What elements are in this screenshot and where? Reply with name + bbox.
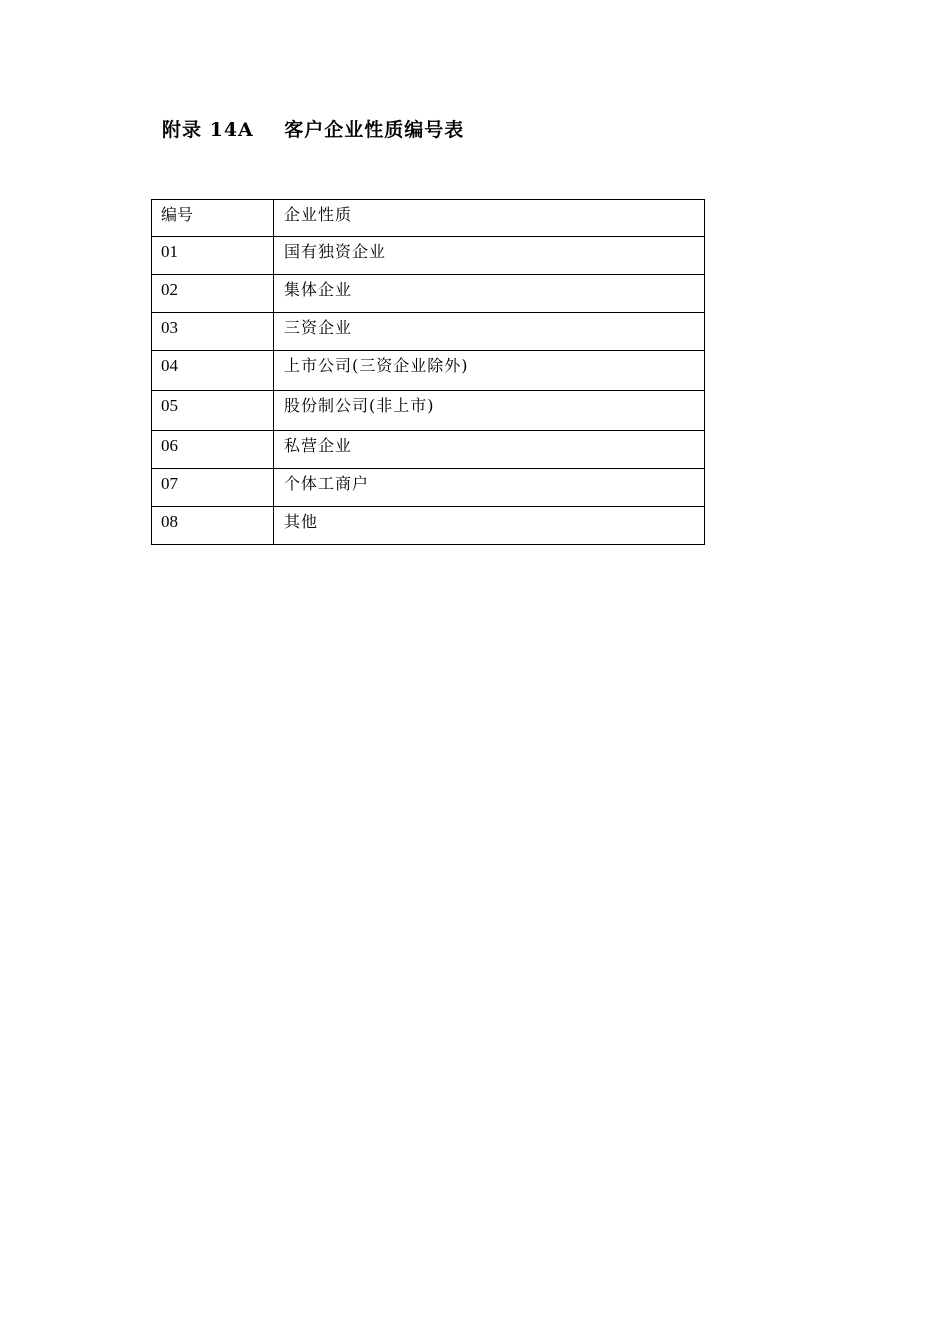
table-row xyxy=(152,431,705,469)
table-row xyxy=(152,351,705,391)
cell-code: 07 xyxy=(152,469,274,507)
page-title: 附录 14A 客户企业性质编号表 xyxy=(162,119,465,141)
table-row xyxy=(152,391,705,431)
cell-code: 04 xyxy=(152,351,274,391)
cell-nature: 上市公司(三资企业除外) xyxy=(274,351,705,391)
cell-nature: 三资企业 xyxy=(274,313,705,351)
table-row xyxy=(152,275,705,313)
cell-code: 02 xyxy=(152,275,274,313)
cell-nature: 其他 xyxy=(274,507,705,545)
table-row xyxy=(152,507,705,545)
table-row xyxy=(152,313,705,351)
cell-code: 05 xyxy=(152,391,274,431)
header-nature: 企业性质 xyxy=(274,200,705,237)
table-row xyxy=(152,469,705,507)
cell-nature: 集体企业 xyxy=(274,275,705,313)
cell-nature: 个体工商户 xyxy=(274,469,705,507)
table-row xyxy=(152,237,705,275)
cell-code: 03 xyxy=(152,313,274,351)
header-code: 编号 xyxy=(152,200,274,237)
cell-code: 06 xyxy=(152,431,274,469)
table-header-row xyxy=(152,200,705,237)
cell-nature: 私营企业 xyxy=(274,431,705,469)
cell-nature: 国有独资企业 xyxy=(274,237,705,275)
cell-code: 08 xyxy=(152,507,274,545)
cell-nature: 股份制公司(非上市) xyxy=(274,391,705,431)
enterprise-nature-code-table xyxy=(151,199,705,545)
cell-code: 01 xyxy=(152,237,274,275)
